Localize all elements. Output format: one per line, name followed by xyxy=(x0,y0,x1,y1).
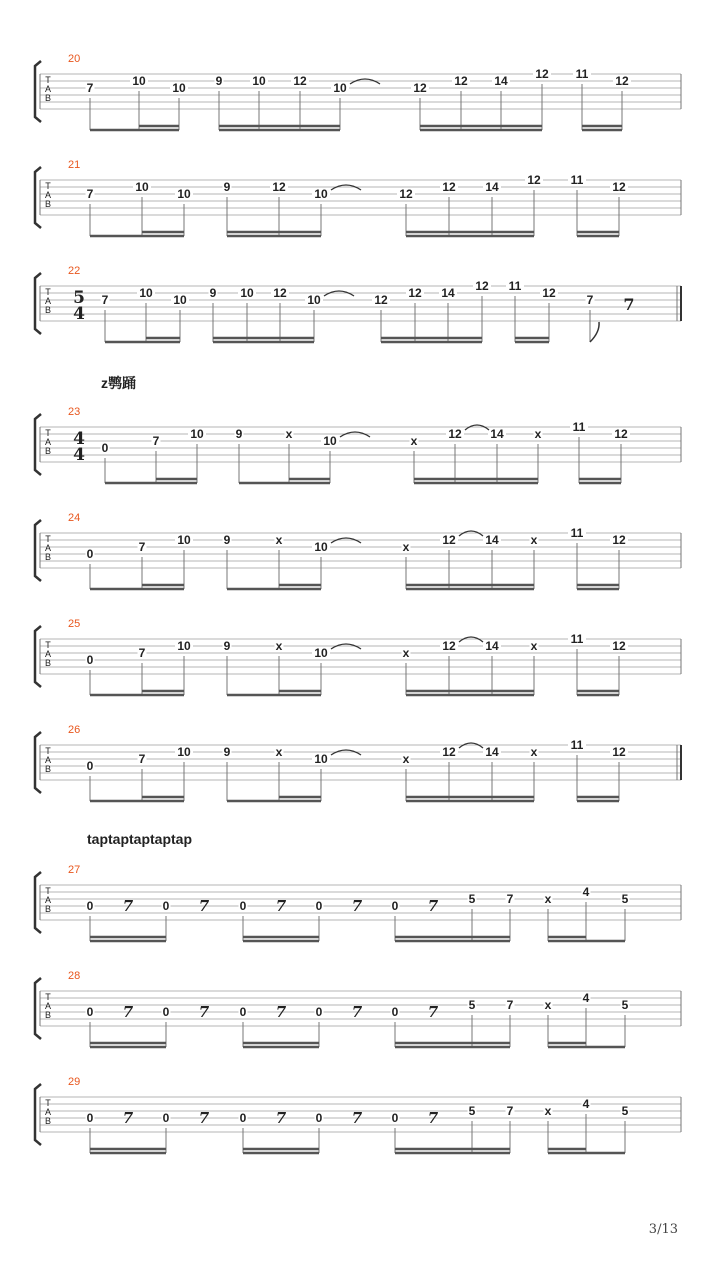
tab-clef-letter: B xyxy=(44,199,52,209)
fret-number: 12 xyxy=(272,180,286,194)
fret-number: 12 xyxy=(408,286,422,300)
fret-number: 12 xyxy=(442,533,456,547)
fret-number: 10 xyxy=(307,293,321,307)
fret-number: 14 xyxy=(494,74,508,88)
tab-clef-letter: T xyxy=(45,886,51,896)
time-signature-bottom: 4 xyxy=(73,445,85,465)
sixteenth-rest: 7 xyxy=(198,1003,210,1021)
fret-number: 10 xyxy=(177,533,191,547)
note-flag xyxy=(590,322,599,342)
measure-number: 27 xyxy=(68,864,81,876)
sixteenth-rest: 7 xyxy=(198,1109,210,1127)
fret-number: 9 xyxy=(223,639,231,653)
fret-number: 0 xyxy=(86,1005,94,1019)
fret-number: 12 xyxy=(442,180,456,194)
fret-number: 14 xyxy=(485,533,499,547)
fret-number: 10 xyxy=(177,639,191,653)
fret-number: 12 xyxy=(442,639,456,653)
sixteenth-rest: 7 xyxy=(122,1003,134,1021)
fret-number: 12 xyxy=(475,279,489,293)
sixteenth-rest: 7 xyxy=(122,897,134,915)
fret-number: 5 xyxy=(621,1104,629,1118)
fret-number: 10 xyxy=(177,187,191,201)
eighth-rest: 7 xyxy=(623,295,635,314)
measure-number: 23 xyxy=(68,406,81,418)
fret-number: x xyxy=(410,434,418,448)
tab-clef-letter: B xyxy=(44,1010,52,1020)
tab-clef-letter: T xyxy=(45,181,51,191)
fret-number: 0 xyxy=(86,547,94,561)
sixteenth-rest: 7 xyxy=(427,897,439,915)
fret-number: 12 xyxy=(612,639,626,653)
fret-number: x xyxy=(275,533,283,547)
fret-number: 7 xyxy=(506,892,514,906)
fret-number: 12 xyxy=(448,427,462,441)
tab-clef-letter: B xyxy=(44,1116,52,1126)
sixteenth-rest: 7 xyxy=(427,1109,439,1127)
fret-number: 0 xyxy=(86,653,94,667)
sixteenth-rest: 7 xyxy=(351,1003,363,1021)
fret-number: 4 xyxy=(582,1097,590,1111)
fret-number: x xyxy=(530,745,538,759)
fret-number: 14 xyxy=(485,745,499,759)
fret-number: 12 xyxy=(542,286,556,300)
sixteenth-rest: 7 xyxy=(275,1003,287,1021)
sixteenth-rest: 7 xyxy=(351,897,363,915)
sixteenth-rest: 7 xyxy=(122,1109,134,1127)
fret-number: 10 xyxy=(240,286,254,300)
fret-number: 10 xyxy=(190,427,204,441)
fret-number: 10 xyxy=(323,434,337,448)
fret-number: 10 xyxy=(314,646,328,660)
fret-number: 12 xyxy=(454,74,468,88)
fret-number: 9 xyxy=(223,745,231,759)
tab-clef-letter: T xyxy=(45,1098,51,1108)
page-number: 3/13 xyxy=(648,1222,678,1237)
time-signature-bottom: 4 xyxy=(73,304,85,324)
tab-clef-letter: T xyxy=(45,428,51,438)
fret-number: 11 xyxy=(570,738,584,752)
fret-number: 0 xyxy=(239,1005,247,1019)
fret-number: x xyxy=(530,533,538,547)
tab-clef-letter: A xyxy=(44,1107,52,1117)
fret-number: 11 xyxy=(572,420,586,434)
fret-number: 10 xyxy=(314,540,328,554)
fret-number: 5 xyxy=(468,1104,476,1118)
fret-number: 0 xyxy=(315,1005,323,1019)
fret-number: x xyxy=(402,646,410,660)
fret-number: 0 xyxy=(391,899,399,913)
fret-number: 0 xyxy=(239,899,247,913)
tab-clef-letter: A xyxy=(44,190,52,200)
section-label-1: z鹗踊 xyxy=(101,375,136,391)
sixteenth-rest: 7 xyxy=(275,897,287,915)
tab-clef-letter: B xyxy=(44,93,52,103)
time-signature-top: 4 xyxy=(73,429,85,449)
sixteenth-rest: 7 xyxy=(198,897,210,915)
time-signature-top: 5 xyxy=(73,288,85,308)
fret-number: 10 xyxy=(173,293,187,307)
fret-number: 11 xyxy=(570,173,584,187)
fret-number: 14 xyxy=(485,639,499,653)
measure-number: 26 xyxy=(68,724,81,736)
tab-clef-letter: B xyxy=(44,446,52,456)
fret-number: 5 xyxy=(621,998,629,1012)
fret-number: 11 xyxy=(508,279,522,293)
fret-number: 5 xyxy=(621,892,629,906)
fret-number: 7 xyxy=(506,998,514,1012)
fret-number: x xyxy=(275,639,283,653)
tab-clef-letter: B xyxy=(44,904,52,914)
fret-number: x xyxy=(285,427,293,441)
tab-clef-letter: B xyxy=(44,658,52,668)
fret-number: 0 xyxy=(162,1005,170,1019)
tab-clef-letter: B xyxy=(44,305,52,315)
tab-clef-letter: T xyxy=(45,746,51,756)
fret-number: 14 xyxy=(485,180,499,194)
fret-number: 12 xyxy=(442,745,456,759)
sixteenth-rest: 7 xyxy=(351,1109,363,1127)
fret-number: 0 xyxy=(315,899,323,913)
fret-number: 9 xyxy=(223,180,231,194)
fret-number: 7 xyxy=(152,434,160,448)
tab-clef-letter: A xyxy=(44,296,52,306)
fret-number: 12 xyxy=(615,74,629,88)
measure-number: 21 xyxy=(68,159,81,171)
fret-number: 7 xyxy=(86,81,94,95)
fret-number: 12 xyxy=(612,180,626,194)
fret-number: 0 xyxy=(162,1111,170,1125)
fret-number: 7 xyxy=(138,646,146,660)
fret-number: 12 xyxy=(293,74,307,88)
fret-number: 0 xyxy=(239,1111,247,1125)
fret-number: 0 xyxy=(86,899,94,913)
tab-clef-letter: T xyxy=(45,640,51,650)
fret-number: 0 xyxy=(86,1111,94,1125)
fret-number: x xyxy=(544,998,552,1012)
fret-number: 12 xyxy=(273,286,287,300)
fret-number: 7 xyxy=(506,1104,514,1118)
fret-number: x xyxy=(402,752,410,766)
fret-number: 0 xyxy=(391,1111,399,1125)
tab-clef-letter: T xyxy=(45,75,51,85)
fret-number: 7 xyxy=(101,293,109,307)
fret-number: 4 xyxy=(582,885,590,899)
fret-number: 10 xyxy=(139,286,153,300)
fret-number: 10 xyxy=(314,187,328,201)
tab-clef-letter: A xyxy=(44,1001,52,1011)
measure-number: 29 xyxy=(68,1076,81,1088)
fret-number: x xyxy=(544,892,552,906)
fret-number: 0 xyxy=(315,1111,323,1125)
fret-number: x xyxy=(530,639,538,653)
fret-number: 9 xyxy=(209,286,217,300)
measure-number: 22 xyxy=(68,265,81,277)
tab-clef-letter: A xyxy=(44,755,52,765)
fret-number: 0 xyxy=(162,899,170,913)
tab-clef-letter: T xyxy=(45,992,51,1002)
tab-clef-letter: B xyxy=(44,764,52,774)
fret-number: 12 xyxy=(614,427,628,441)
fret-number: x xyxy=(275,745,283,759)
fret-number: 12 xyxy=(374,293,388,307)
tab-clef-letter: A xyxy=(44,84,52,94)
tab-clef-letter: B xyxy=(44,552,52,562)
fret-number: 7 xyxy=(138,752,146,766)
fret-number: 14 xyxy=(490,427,504,441)
fret-number: x xyxy=(534,427,542,441)
section-label-2: taptaptaptaptap xyxy=(87,831,192,847)
tab-clef-letter: A xyxy=(44,437,52,447)
fret-number: 12 xyxy=(612,533,626,547)
fret-number: 14 xyxy=(441,286,455,300)
fret-number: 10 xyxy=(132,74,146,88)
sixteenth-rest: 7 xyxy=(427,1003,439,1021)
fret-number: 7 xyxy=(138,540,146,554)
fret-number: 7 xyxy=(586,293,594,307)
fret-number: 10 xyxy=(172,81,186,95)
tab-clef-letter: T xyxy=(45,287,51,297)
tab-clef-letter: T xyxy=(45,534,51,544)
fret-number: 12 xyxy=(612,745,626,759)
fret-number: 9 xyxy=(215,74,223,88)
fret-number: 11 xyxy=(570,526,584,540)
fret-number: 9 xyxy=(223,533,231,547)
fret-number: 10 xyxy=(177,745,191,759)
fret-number: 11 xyxy=(575,67,589,81)
fret-number: 12 xyxy=(399,187,413,201)
measure-number: 28 xyxy=(68,970,81,982)
fret-number: 10 xyxy=(333,81,347,95)
fret-number: 10 xyxy=(135,180,149,194)
fret-number: 12 xyxy=(413,81,427,95)
tab-clef-letter: A xyxy=(44,895,52,905)
tab-clef-letter: A xyxy=(44,543,52,553)
fret-number: 11 xyxy=(570,632,584,646)
measure-number: 24 xyxy=(68,512,81,524)
fret-number: 12 xyxy=(527,173,541,187)
fret-number: 4 xyxy=(582,991,590,1005)
sixteenth-rest: 7 xyxy=(275,1109,287,1127)
tab-clef-letter: A xyxy=(44,649,52,659)
fret-number: 12 xyxy=(535,67,549,81)
fret-number: 9 xyxy=(235,427,243,441)
fret-number: 5 xyxy=(468,998,476,1012)
fret-number: 7 xyxy=(86,187,94,201)
fret-number: 5 xyxy=(468,892,476,906)
fret-number: x xyxy=(544,1104,552,1118)
fret-number: 0 xyxy=(101,441,109,455)
measure-number: 25 xyxy=(68,618,81,630)
fret-number: 0 xyxy=(86,759,94,773)
fret-number: 0 xyxy=(391,1005,399,1019)
fret-number: 10 xyxy=(314,752,328,766)
fret-number: 10 xyxy=(252,74,266,88)
measure-number: 20 xyxy=(68,53,81,65)
fret-number: x xyxy=(402,540,410,554)
